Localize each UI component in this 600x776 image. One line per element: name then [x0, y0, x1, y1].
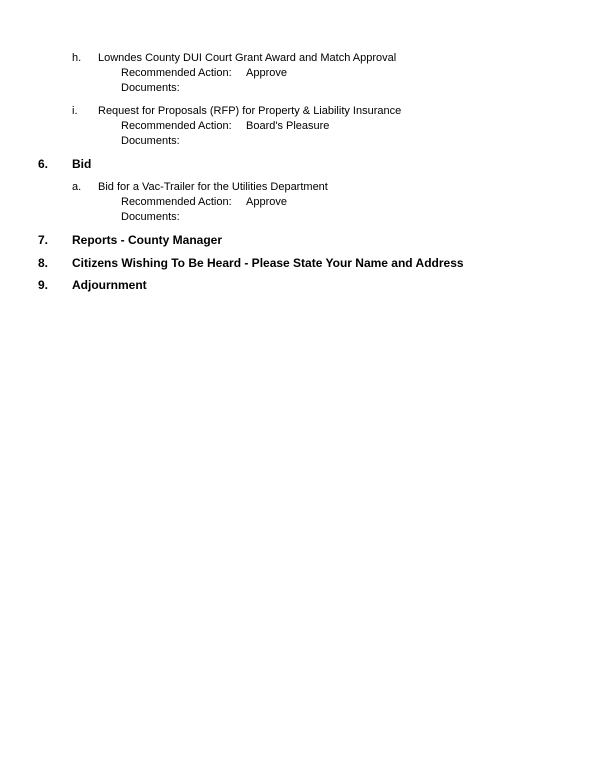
section-9-number: 9.	[38, 278, 49, 292]
item-a-recommended-value: Approve	[246, 196, 287, 208]
section-7-number: 7.	[38, 233, 49, 247]
item-a-documents-label: Documents:	[121, 211, 180, 223]
item-h-letter: h.	[72, 52, 82, 64]
section-7-title: Reports - County Manager	[72, 233, 223, 247]
item-i-title: Request for Proposals (RFP) for Property & Liability Insurance	[98, 105, 402, 117]
item-a-letter: a.	[72, 181, 82, 193]
item-i-documents-label: Documents:	[121, 135, 180, 147]
section-8-number: 8.	[38, 256, 49, 270]
item-a-recommended-label: Recommended Action:	[121, 196, 232, 208]
item-h-documents-label: Documents:	[121, 82, 180, 94]
section-6-number: 6.	[38, 157, 49, 171]
item-i-letter: i.	[72, 105, 78, 117]
item-h-recommended-value: Approve	[246, 67, 287, 79]
section-8-title: Citizens Wishing To Be Heard - Please State Your Name and Address	[72, 256, 464, 270]
item-i-recommended-value: Board's Pleasure	[246, 120, 330, 132]
item-a-title: Bid for a Vac-Trailer for the Utilities Department	[98, 181, 328, 193]
item-h-recommended-label: Recommended Action:	[121, 67, 232, 79]
item-h-title: Lowndes County DUI Court Grant Award and Match Approval	[98, 52, 397, 64]
section-6-title: Bid	[72, 157, 92, 171]
item-i-recommended-label: Recommended Action:	[121, 120, 232, 132]
section-9-title: Adjournment	[72, 278, 147, 292]
